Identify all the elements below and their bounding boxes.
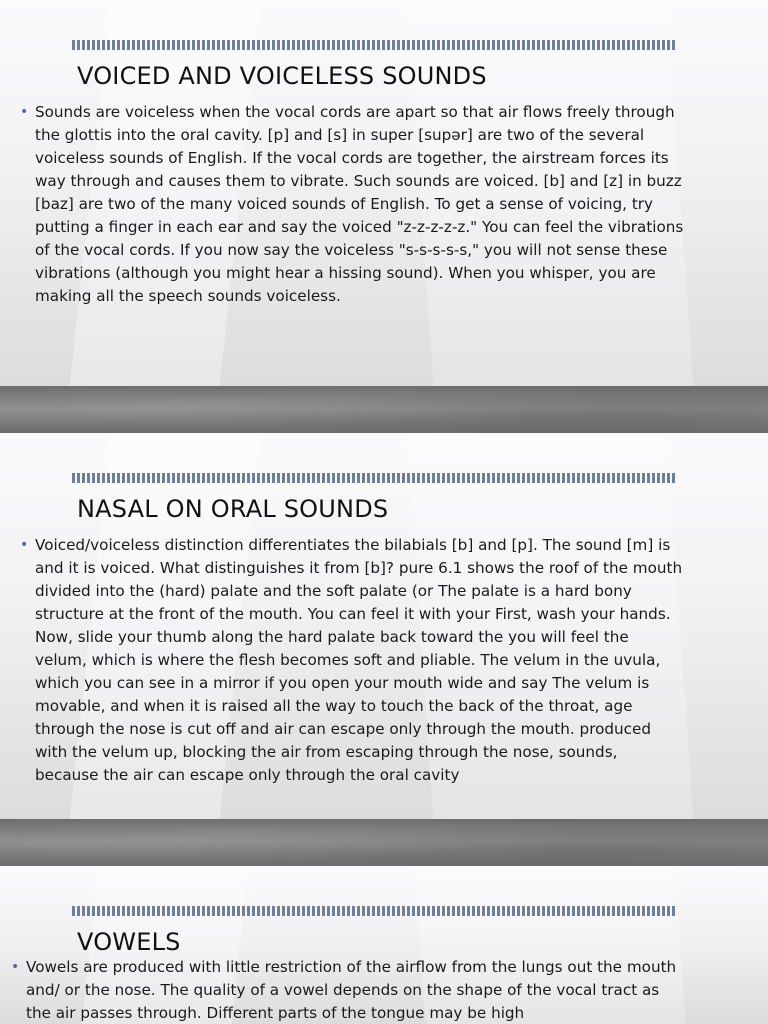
- bullet-icon: •: [11, 959, 20, 975]
- slide-separator: [0, 819, 768, 866]
- slide-vowels: [0, 866, 768, 1024]
- slide-title: VOWELS: [77, 928, 181, 956]
- bullet-item: [20, 101, 685, 308]
- slide-separator: [0, 386, 768, 433]
- slide-nasal-oral: [0, 433, 768, 819]
- bullet-text: Voiced/voiceless distinction differentiates the bilabials [b] and [p]. The sound [m] is and it is voiced. What distinguishes it from [b]? pure 6.1 shows the roof of the mouth divided into the (hard) palate and the soft palate (or The palate is a hard bony structure at the front of the mouth. You can feel it with your First, wash your hands. Now, slide your thumb along the hard palate back toward the you will feel the velum, which is where the flesh becomes soft and pliable. The velum in the uvula, which you can see in a mirror if you open your mouth wide and say The velum is movable, and when it is raised all the way to touch the back of the throat, age through the nose is cut off and air can escape only through the mouth. produced with the velum up, blocking the air from escaping through the nose, sounds, because the air can escape only through the oral cavity: [35, 536, 683, 784]
- title-decoration-bar: [72, 40, 677, 50]
- title-decoration-bar: [72, 473, 677, 483]
- slide-voiced-voiceless: [0, 0, 768, 386]
- bullet-item: [20, 534, 685, 787]
- slide-title: NASAL ON ORAL SOUNDS: [77, 495, 389, 523]
- slide-title: VOICED AND VOICELESS SOUNDS: [77, 62, 487, 90]
- bullet-icon: •: [20, 537, 29, 553]
- bullet-text: Sounds are voiceless when the vocal cords are apart so that air flows freely through the glottis into the oral cavity. [p] and [s] in super [supər] are two of the several voiceless sounds of English. If the vocal cords are together, the airstream forces its way through and causes them to vibrate. Such sounds are voiced. [b] and [z] in buzz [baz] are two of the many voiced sounds of English. To get a sense of voicing, try putting a finger in each ear and say the voiced "z-z-z-z-z." You can feel the vibrations of the vocal cords. If you now say the voiceless "s-s-s-s-s," you will not sense these vibrations (although you might hear a hissing sound). When you whisper, you are making all the speech sounds voiceless.: [35, 103, 684, 305]
- bullet-item: [11, 956, 681, 1024]
- bullet-icon: •: [20, 104, 29, 120]
- title-decoration-bar: [72, 906, 677, 916]
- bullet-text: Vowels are produced with little restriction of the airflow from the lungs out the mouth and/ or the nose. The quality of a vowel depends on the shape of the vocal tract as the air passes through. Different parts of the tongue may be high: [26, 958, 677, 1022]
